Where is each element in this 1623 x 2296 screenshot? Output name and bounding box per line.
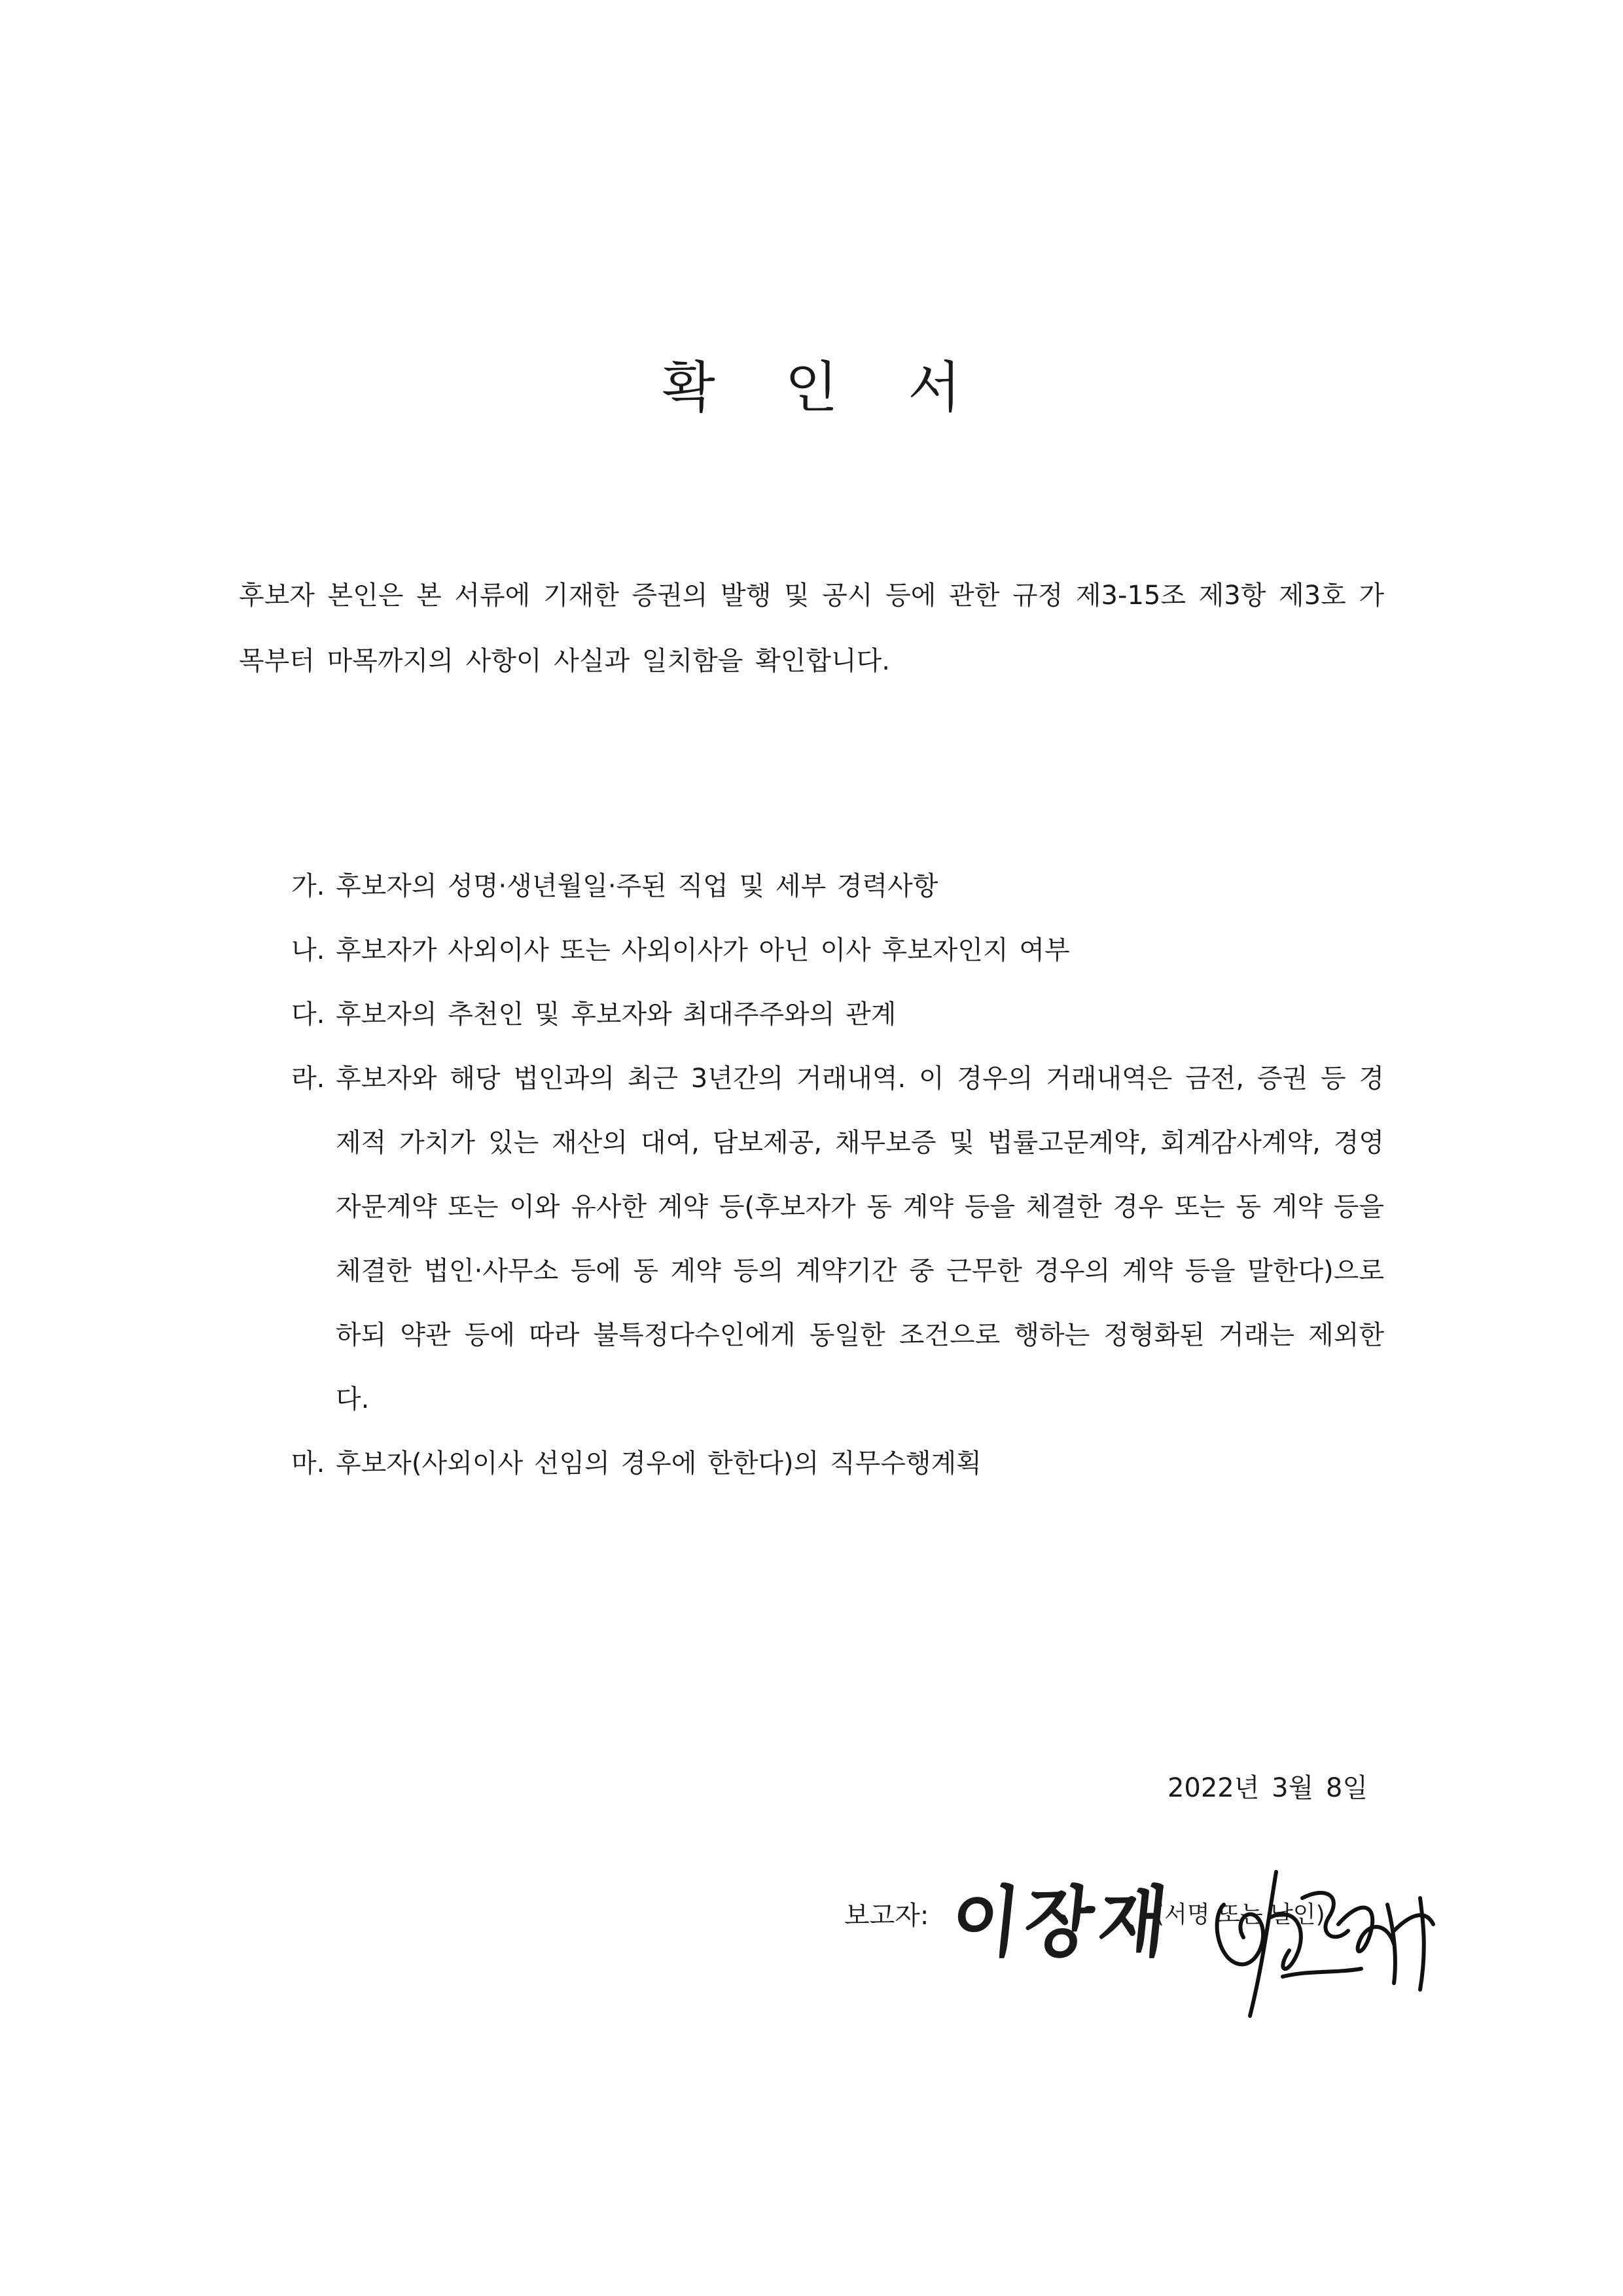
list-item <box>291 854 1384 918</box>
intro-paragraph: 후보자 본인은 본 서류에 기재한 증권의 발행 및 공시 등에 관한 규정 제3-15조 제3항 제3호 가목부터 마목까지의 사항이 사실과 일치함을 확인합니다. <box>239 581 1384 676</box>
list-item-text: 후보자가 사외이사 또는 사외이사가 아닌 이사 후보자인지 여부 <box>336 935 1070 965</box>
signature-note: (서명 또는 날인) <box>1155 1901 1325 1928</box>
signature-block <box>844 1865 1472 2036</box>
list-item-text: 후보자의 성명·생년월일·주된 직업 및 세부 경력사항 <box>336 871 938 901</box>
list-item-marker: 나. <box>291 935 325 965</box>
list-item-marker: 다. <box>291 999 325 1030</box>
reporter-label: 보고자: <box>844 1901 929 1931</box>
handwritten-signature <box>1198 1859 1446 2029</box>
list-item-marker: 가. <box>291 871 325 901</box>
item-list <box>291 854 1384 1496</box>
list-item-text: 후보자(사외이사 선임의 경우에 한한다)의 직무수행계획 <box>336 1448 982 1479</box>
list-item <box>291 1047 1384 1431</box>
list-item <box>291 918 1384 982</box>
list-item-marker: 마. <box>291 1448 325 1479</box>
list-item-text: 후보자와 해당 법인과의 최근 3년간의 거래내역. 이 경우의 거래내역은 금전, 증권 등 경제적 가치가 있는 재산의 대여, 담보제공, 채무보증 및 법률고문계약, 회계감사계약, 경영자문계약 또는 이와 유사한 계약 등(후보자가 동 계약 등을 체결한 경우 또는 동 계약 등을 체결한 법인·사무소 등에 동 계약 등의 계약기간 중 근무한 경우의 계약 등을 말한다)으로 하되 약관 등에 따라 불특정다수인에게 동일한 조건으로 행하는 정형화된 거래는 제외한다. <box>336 1064 1385 1414</box>
list-item <box>291 1431 1384 1496</box>
reporter-name: 이장재 <box>946 1878 1177 1967</box>
document-title: 확 인 서 <box>662 355 988 420</box>
document-date: 2022년 3월 8일 <box>1167 1773 1368 1803</box>
list-item-text: 후보자의 추천인 및 후보자와 최대주주와의 관계 <box>336 999 897 1030</box>
list-item-marker: 라. <box>291 1064 325 1094</box>
list-item <box>291 982 1384 1047</box>
